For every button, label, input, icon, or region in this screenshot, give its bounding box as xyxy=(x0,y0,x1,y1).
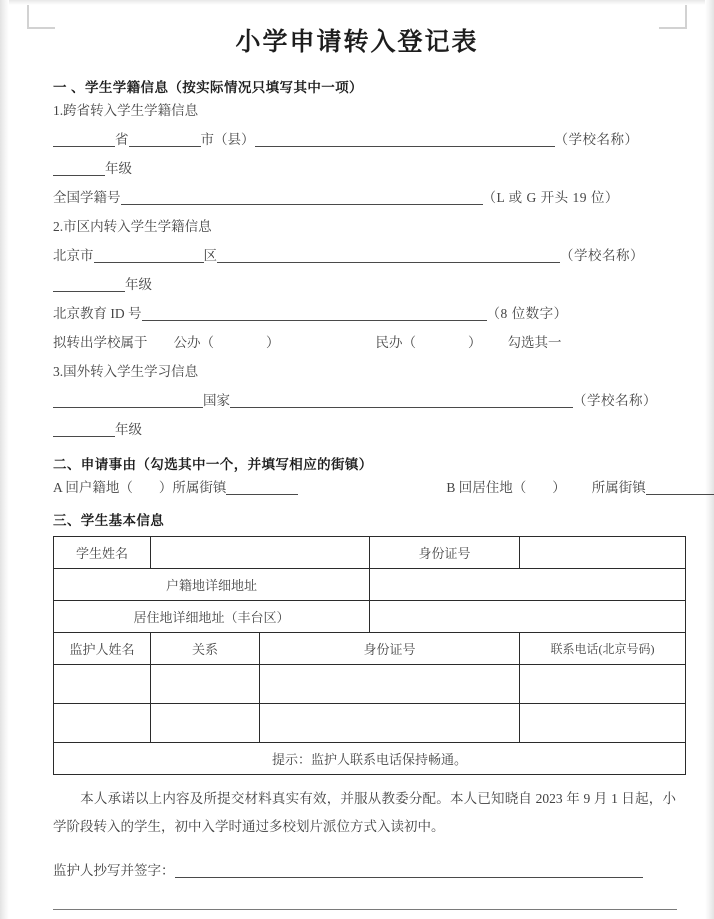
country-suffix: 国家 xyxy=(203,393,230,408)
district-input[interactable] xyxy=(94,247,204,263)
province-city-school-row xyxy=(0,125,714,154)
table-row-student xyxy=(54,537,686,569)
grade-input-crossprovince[interactable] xyxy=(53,160,105,176)
guardian-2-phone[interactable] xyxy=(520,704,686,743)
district-suffix: 区 xyxy=(203,248,217,263)
beijing-education-id-label: 北京教育 ID 号 xyxy=(53,306,142,321)
grade-row-1 xyxy=(0,154,714,183)
national-student-id-input[interactable] xyxy=(121,189,483,205)
national-student-id-label: 全国学籍号 xyxy=(53,190,121,205)
section-1-item-1-label xyxy=(0,96,714,125)
student-name-value[interactable] xyxy=(151,537,370,569)
grade-suffix-1: 年级 xyxy=(105,161,132,176)
private-school-label: 民办（ xyxy=(375,335,416,350)
school-type-label: 拟转出学校属于 xyxy=(53,335,148,350)
guardian-2-name[interactable] xyxy=(54,704,151,743)
residence-address-value[interactable] xyxy=(370,601,686,633)
signature-label: 监护人抄写并签字： xyxy=(53,863,175,878)
school-name-input-crossprovince[interactable] xyxy=(255,131,555,147)
school-name-note-3: （学校名称） xyxy=(573,393,657,408)
section-1-heading: 一 、学生学籍信息（按实际情况只填写其中一项） xyxy=(53,80,363,95)
guardian-2-relation[interactable] xyxy=(151,704,260,743)
country-school-row xyxy=(0,386,714,415)
option-a-street-label: 所属街镇 xyxy=(172,480,227,495)
option-a-label: A 回户籍地（ xyxy=(53,480,133,495)
residence-address-label: 居住地详细地址（丰台区） xyxy=(54,601,370,633)
national-student-id-row xyxy=(0,183,714,212)
page-title: 小学申请转入登记表 xyxy=(235,28,479,56)
grade-suffix-3: 年级 xyxy=(115,422,142,437)
table-row-household-address xyxy=(54,569,686,601)
section-1-item-3-label xyxy=(0,357,714,386)
option-a-street-input[interactable] xyxy=(226,479,298,495)
guardian-1-id[interactable] xyxy=(260,665,520,704)
table-row-tip xyxy=(54,743,686,775)
item-3-label-text: 3.国外转入学生学习信息 xyxy=(53,364,199,379)
option-b-street-input[interactable] xyxy=(646,479,714,495)
section-2-heading: 二、申请事由（勾选其中一个，并填写相应的街镇） xyxy=(53,457,373,472)
province-input[interactable] xyxy=(53,131,115,147)
application-reason-options-row xyxy=(0,473,714,502)
guardian-phone-header: 联系电话(北京号码) xyxy=(520,633,686,665)
grade-row-3 xyxy=(0,415,714,444)
declaration-paragraph xyxy=(0,785,714,841)
beijing-district-school-row xyxy=(0,241,714,270)
student-name-label: 学生姓名 xyxy=(54,537,151,569)
school-name-input-incity[interactable] xyxy=(217,247,560,263)
guardian-id-header: 身份证号 xyxy=(260,633,520,665)
signature-input-line-2[interactable] xyxy=(53,909,677,910)
item-2-label-text: 2.市区内转入学生学籍信息 xyxy=(53,219,212,234)
guardian-relation-header: 关系 xyxy=(151,633,260,665)
guardian-2-id[interactable] xyxy=(260,704,520,743)
table-row-guardian-header xyxy=(54,633,686,665)
student-id-value[interactable] xyxy=(520,537,686,569)
national-student-id-note: （L 或 G 开头 19 位） xyxy=(482,190,619,205)
grade-input-incity[interactable] xyxy=(53,276,125,292)
grade-row-2 xyxy=(0,270,714,299)
declaration-text: 本人承诺以上内容及所提交材料真实有效，并服从教委分配。本人已知晓自 2023 年 9 月 1 日起，小学阶段转入的学生，初中入学时通过多校划片派位方式入读初中。 xyxy=(53,791,676,834)
grade-suffix-2: 年级 xyxy=(125,277,152,292)
public-school-label: 公办（ xyxy=(173,335,214,350)
city-input[interactable] xyxy=(129,131,201,147)
school-name-input-overseas[interactable] xyxy=(230,392,573,408)
section-3-heading: 三、学生基本信息 xyxy=(53,513,165,528)
guardian-1-phone[interactable] xyxy=(520,665,686,704)
beijing-education-id-input[interactable] xyxy=(142,305,487,321)
guardian-name-header: 监护人姓名 xyxy=(54,633,151,665)
beijing-city-prefix: 北京市 xyxy=(53,248,94,263)
school-name-note-2: （学校名称） xyxy=(560,248,644,263)
guardian-phone-tip: 提示：监护人联系电话保持畅通。 xyxy=(54,743,686,775)
student-info-table xyxy=(53,536,686,775)
beijing-education-id-note: （8 位数字） xyxy=(486,306,568,321)
guardian-1-name[interactable] xyxy=(54,665,151,704)
school-name-note-1: （学校名称） xyxy=(554,132,639,147)
school-type-row xyxy=(0,328,714,357)
household-address-value[interactable] xyxy=(370,569,686,601)
public-school-close: ） xyxy=(266,335,280,350)
section-1-item-2-label xyxy=(0,212,714,241)
guardian-1-relation[interactable] xyxy=(151,665,260,704)
household-address-label: 户籍地详细地址 xyxy=(54,569,370,601)
option-b-close: ） xyxy=(552,480,566,495)
table-row-residence-address xyxy=(54,601,686,633)
option-b-street-label: 所属街镇 xyxy=(591,480,646,495)
country-input[interactable] xyxy=(53,392,203,408)
item-1-label-text: 1.跨省转入学生学籍信息 xyxy=(53,103,199,118)
option-b-label: B 回居住地（ xyxy=(446,480,527,495)
student-id-label: 身份证号 xyxy=(370,537,520,569)
signature-input-line-1[interactable] xyxy=(175,863,643,878)
choose-one-hint: 勾选其一 xyxy=(507,335,562,350)
signature-row xyxy=(0,841,714,879)
grade-input-overseas[interactable] xyxy=(53,421,115,437)
private-school-close: ） xyxy=(468,335,482,350)
option-a-close: ） xyxy=(158,480,173,495)
province-suffix: 省 xyxy=(115,132,129,147)
table-row-guardian-1 xyxy=(54,665,686,704)
table-row-guardian-2 xyxy=(54,704,686,743)
city-suffix: 市（县） xyxy=(200,132,255,147)
beijing-education-id-row xyxy=(0,299,714,328)
